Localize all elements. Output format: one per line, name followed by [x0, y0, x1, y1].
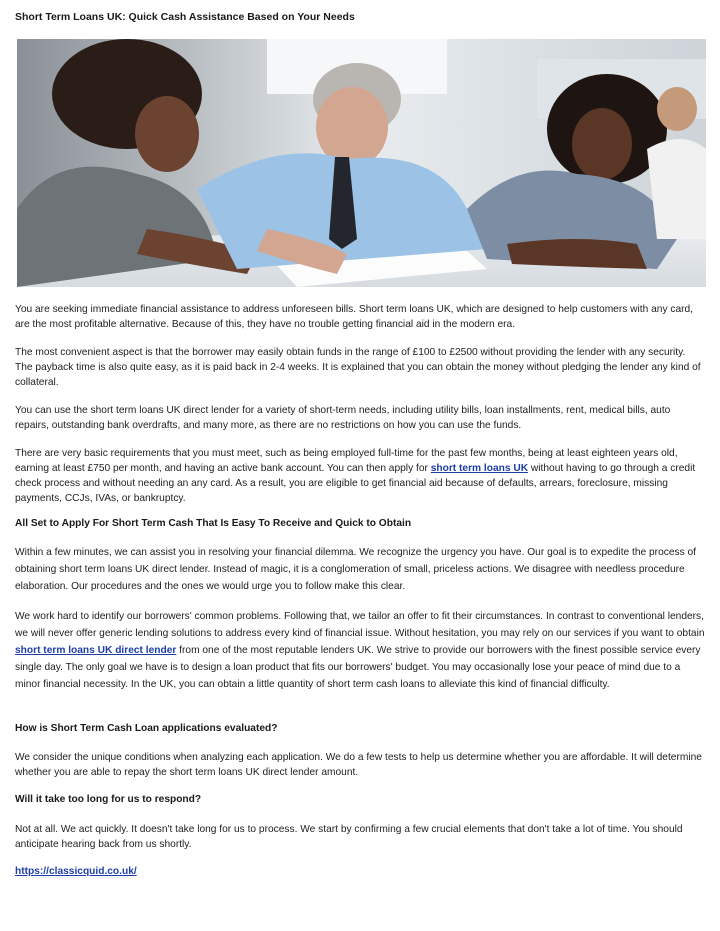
- short-term-loans-direct-lender-link[interactable]: short term loans UK direct lender: [15, 645, 177, 656]
- paragraph-requirements: [15, 446, 705, 506]
- paragraph-requirements-text-1: There are very basic requirements that you must meet, such as being employed full-time for the past few months, being at least eighteen years old, earning at least £750 per month, and having an active bank account. You can then apply for: [15, 448, 678, 474]
- paragraph-uses: You can use the short term loans UK direct lender for a variety of short-term needs, including utility bills, loan installments, rent, medical bills, auto repairs, outstanding bank overdrafts, and many more, as there are no restrictions on how you can use the funds.: [15, 405, 671, 431]
- website-url-link[interactable]: https://classicquid.co.uk/: [15, 866, 137, 877]
- paragraph-assist: Within a few minutes, we can assist you in resolving your financial dilemma. We recognize the urgency you have. Our goal is to expedite the process of obtaining short term loans UK direct lender. Instead of magic, it is a conglomeration of small, priceless actions. We disagree with needless procedure elaboration. Our procedures and the ones we would urge you to follow make this clear.: [15, 547, 697, 592]
- paragraph-common-problems-text-1: We work hard to identify our borrowers' common problems. Following that, we tailor an offer to fit their circumstances. In contrast to conventional lenders, we will never offer generic lending solutions to address every kind of financial issue. Without hesitation, you may rely on our services if you want to obtain: [15, 611, 705, 639]
- business-meeting-image: [17, 39, 706, 287]
- section-heading-response: Will it take too long for us to respond?: [15, 794, 202, 805]
- paragraph-intro: You are seeking immediate financial assistance to address unforeseen bills. Short term loans UK, which are designed to help customers with any card, are the most profitable alternative. Because of this, they have no trouble getting financial aid in the modern era.: [15, 304, 694, 330]
- paragraph-requirements-text-2: without having to go through a credit check process and without needing an any card. As a result, you are eligible to get financial aid because of defaults, arrears, foreclosure, missing payments, CCJs, IVAs, or bankruptcy.: [15, 463, 696, 504]
- page-title: Short Term Loans UK: Quick Cash Assistance Based on Your Needs: [15, 11, 355, 23]
- paragraph-response: Not at all. We act quickly. It doesn't take long for us to process. We start by confirming a few crucial elements that don't take a lot of time. You should anticipate hearing back from us shortly.: [15, 824, 683, 850]
- section-heading-apply: All Set to Apply For Short Term Cash That Is Easy To Receive and Quick to Obtain: [15, 518, 412, 529]
- short-term-loans-uk-link[interactable]: short term loans UK: [430, 463, 529, 474]
- hero-photo: [17, 39, 706, 287]
- paragraph-evaluation: We consider the unique conditions when analyzing each application. We do a few tests to help us determine whether you are affordable. It will determine whether you are able to repay the short term loans UK direct lender amount.: [15, 752, 702, 778]
- website-url-line: [15, 864, 705, 879]
- section-heading-evaluation: How is Short Term Cash Loan applications evaluated?: [15, 723, 278, 734]
- paragraph-common-problems-text-2: from one of the most reputable lenders UK. We strive to provide our borrowers with the finest possible service every single day. The only goal we have is to design a loan product that fits our borrowers' budget. You may occasionally lose your peace of mind due to a minor financial necessity. In the UK, you can obtain a little quantity of short term cash loans to alleviate this kind of financial difficulty.: [15, 645, 701, 690]
- paragraph-funds-range: The most convenient aspect is that the borrower may easily obtain funds in the range of £100 to £2500 without providing the lender with any security. The payback time is also quite easy, as it is paid back in 2-4 weeks. It is explained that you can obtain the money without pledging the lender any kind of collateral.: [15, 347, 701, 388]
- paragraph-common-problems: [15, 608, 705, 693]
